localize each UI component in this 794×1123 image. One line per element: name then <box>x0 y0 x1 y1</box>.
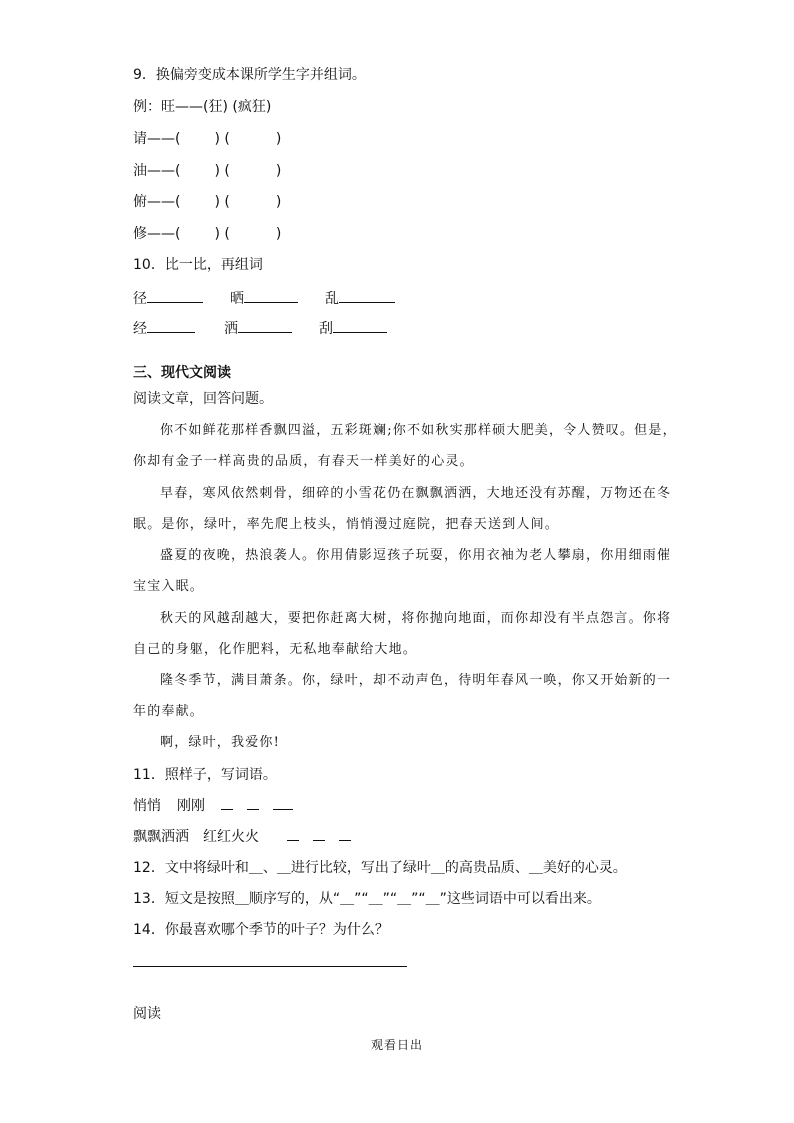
answer-blank[interactable] <box>339 828 351 841</box>
q10-char: 洒 <box>224 321 238 337</box>
article-line: 你却有金子一样高贵的品质，有春天一样美好的心灵。 <box>133 454 474 469</box>
answer-blank[interactable] <box>333 318 387 333</box>
article-line: 你不如鲜花那样香飘四溢，五彩斑斓;你不如秋实那样硕大肥美，令人赞叹。但是， <box>160 423 677 438</box>
q10-char: 乱 <box>325 291 339 307</box>
q14-answer-line[interactable] <box>133 966 407 967</box>
q9-row-label: 修——( <box>133 226 181 242</box>
answer-blank[interactable] <box>313 828 325 841</box>
article-line: 秋天的风越刮越大，要把你赶离大树，将你抛向地面，而你却没有半点怨言。你将 <box>160 611 672 626</box>
article-line: 年的奉献。 <box>133 704 205 719</box>
paren-mid: ) ( <box>214 226 230 242</box>
article-line: 啊，绿叶，我爱你! <box>160 735 281 750</box>
q9-row-label: 油——( <box>133 163 181 179</box>
q9-row-label: 请——( <box>133 131 181 147</box>
answer-blank[interactable] <box>273 797 293 810</box>
q10-char: 刮 <box>319 321 333 337</box>
q11-word: 红红火火 <box>203 829 259 845</box>
answer-blank[interactable] <box>339 288 395 303</box>
paren-end: ) <box>275 131 282 147</box>
next-reading-label: 阅读 <box>133 1006 161 1022</box>
q9-row-label: 俯——( <box>133 194 181 210</box>
q11-example: 悄悄 <box>133 798 161 814</box>
q11-title: 11．照样子，写词语。 <box>133 767 277 783</box>
q13-text: 13．短文是按照＿顺序写的，从“＿”“＿”“＿”“＿”这些词语中可以看出来。 <box>133 891 601 907</box>
q9-example: 例：旺——(狂) (疯狂) <box>133 99 272 115</box>
answer-blank[interactable] <box>221 797 233 810</box>
q11-word: 刚刚 <box>177 798 205 814</box>
paren-mid: ) ( <box>214 194 230 210</box>
paren-end: ) <box>275 194 282 210</box>
paren-mid: ) ( <box>214 163 230 179</box>
q9-row <box>133 162 281 180</box>
answer-blank[interactable] <box>247 797 259 810</box>
q10-char: 径 <box>133 291 147 307</box>
answer-blank[interactable] <box>238 318 292 333</box>
q9-row <box>133 225 281 243</box>
q9-row <box>133 193 281 211</box>
section-instruction: 阅读文章，回答问题。 <box>133 391 273 407</box>
q14-text: 14．你最喜欢哪个季节的叶子？为什么？ <box>133 922 389 938</box>
section-heading: 三、现代文阅读 <box>133 365 231 381</box>
answer-blank[interactable] <box>244 288 298 303</box>
article-line: 宝宝入眠。 <box>133 579 205 594</box>
article-line: 眠。是你，绿叶，率先爬上枝头，悄悄漫过庭院，把春天送到人间。 <box>133 517 560 532</box>
q9-title: 9．换偏旁变成本课所学生字并组词。 <box>133 67 366 83</box>
q11-example: 飘飘洒洒 <box>133 829 189 845</box>
q10-row1 <box>133 288 395 308</box>
paren-mid: ) ( <box>214 131 230 147</box>
answer-blank[interactable] <box>287 828 299 841</box>
answer-blank[interactable] <box>147 288 203 303</box>
paren-end: ) <box>275 163 282 179</box>
article-line: 早春，寒风依然刺骨，细碎的小雪花仍在飘飘洒洒，大地还没有苏醒，万物还在冬 <box>160 486 672 501</box>
q11-row2 <box>133 828 351 846</box>
article-line: 盛夏的夜晚，热浪袭人。你用倩影逗孩子玩耍，你用衣袖为老人攀扇，你用细雨催 <box>160 548 672 563</box>
q10-title: 10．比一比，再组词 <box>133 257 263 273</box>
article-line: 隆冬季节，满目萧条。你，绿叶，却不动声色，待明年春风一唤，你又开始新的一 <box>160 673 672 688</box>
q11-row1 <box>133 797 293 815</box>
q10-row2 <box>133 318 387 338</box>
q10-char: 晒 <box>230 291 244 307</box>
answer-blank[interactable] <box>147 318 195 333</box>
q10-char: 经 <box>133 321 147 337</box>
q12-text: 12．文中将绿叶和＿、＿进行比较，写出了绿叶＿的高贵品质、＿美好的心灵。 <box>133 860 627 876</box>
next-reading-title: 观看日出 <box>370 1038 423 1052</box>
q9-row <box>133 130 281 148</box>
article-line: 自己的身躯，化作肥料，无私地奉献给大地。 <box>133 642 418 657</box>
paren-end: ) <box>275 226 282 242</box>
